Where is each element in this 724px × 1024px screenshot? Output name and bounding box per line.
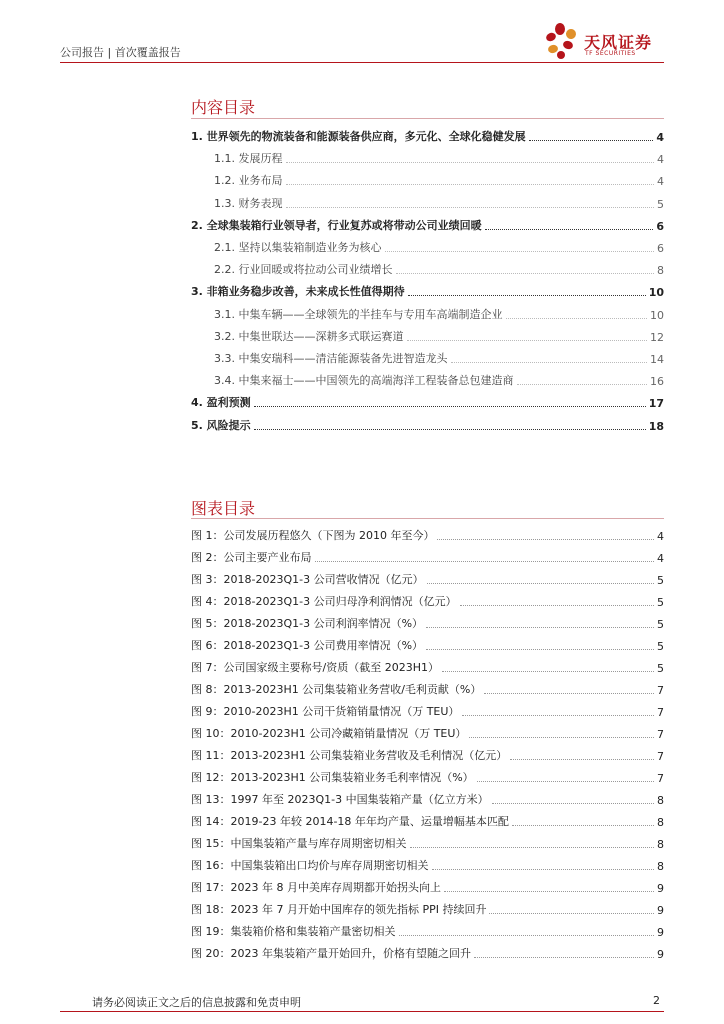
entry-page-number: 16 — [650, 375, 664, 389]
figures-title: 图表目录 — [191, 499, 256, 518]
leader-dots — [396, 273, 655, 274]
entry-label: 图 4：2018-2023Q1-3 公司归母净利润情况（亿元） — [191, 595, 457, 608]
leader-dots — [437, 539, 654, 540]
entry-page-number: 6 — [657, 242, 664, 255]
company-logo — [544, 22, 664, 60]
toc-entry[interactable] — [191, 344, 664, 366]
entry-label: 2.2. 行业回暖或将拉动公司业绩增长 — [214, 263, 393, 277]
entry-page-number: 5 — [657, 618, 664, 631]
entry-label: 图 1：公司发展历程悠久（下图为 2010 年至今） — [191, 529, 435, 542]
figures-title-rule — [191, 518, 664, 519]
leader-dots — [462, 715, 654, 716]
entry-page-number: 7 — [657, 728, 664, 741]
leader-dots — [444, 891, 654, 892]
leader-dots — [529, 140, 654, 141]
leader-dots — [254, 429, 646, 430]
leader-dots — [451, 362, 648, 363]
leader-dots — [410, 847, 655, 848]
entry-label: 图 3：2018-2023Q1-3 公司营收情况（亿元） — [191, 573, 424, 586]
leader-dots — [512, 825, 654, 826]
entry-page-number: 9 — [657, 926, 664, 939]
entry-page-number: 7 — [657, 750, 664, 763]
entry-label: 图 18：2023 年 7 月开始中国库存的领先指标 PPI 持续回升 — [191, 903, 487, 916]
leader-dots — [517, 384, 648, 385]
toc-entry[interactable] — [191, 388, 664, 410]
figure-entry[interactable] — [191, 829, 664, 851]
toc-entry[interactable] — [191, 300, 664, 322]
entry-page-number: 4 — [656, 131, 664, 144]
toc-entry[interactable] — [191, 144, 664, 166]
leader-dots — [460, 605, 654, 606]
entry-page-number: 18 — [648, 419, 664, 433]
entry-label: 2.1. 坚持以集装箱制造业务为核心 — [214, 241, 382, 254]
entry-page-number: 5 — [657, 197, 664, 211]
header-divider — [60, 62, 664, 63]
leader-dots — [286, 162, 655, 163]
entry-page-number: 8 — [657, 838, 664, 851]
entry-label: 图 11：2013-2023H1 公司集装箱业务营收及毛利情况（亿元） — [191, 749, 508, 762]
logo-name: 天风证券 — [584, 33, 653, 52]
leader-dots — [510, 759, 654, 760]
entry-label: 3.2. 中集世联达——深耕多式联运赛道 — [214, 329, 404, 343]
toc-entry[interactable] — [191, 166, 664, 188]
entry-label: 图 8：2013-2023H1 公司集装箱业务营收/毛利贡献（%） — [191, 683, 482, 696]
toc-entry[interactable] — [191, 233, 664, 255]
figure-entry[interactable] — [191, 565, 664, 587]
entry-page-number: 9 — [657, 882, 664, 895]
leader-dots — [442, 671, 654, 672]
entry-label: 3.1. 中集车辆——全球领先的半挂车与专用车高端制造企业 — [214, 307, 503, 321]
leader-dots — [315, 561, 655, 562]
entry-page-number: 17 — [648, 397, 664, 411]
page-number: 2 — [653, 994, 660, 1007]
leader-dots — [426, 627, 654, 628]
entry-page-number: 4 — [657, 552, 664, 565]
entry-label: 3.3. 中集安瑞科——清洁能源装备先进智造龙头 — [214, 352, 448, 365]
entry-label: 图 12：2013-2023H1 公司集装箱业务毛利率情况（%） — [191, 771, 474, 784]
toc-entry[interactable] — [191, 411, 664, 433]
entry-label: 3. 非箱业务稳步改善，未来成长性值得期待 — [191, 285, 405, 299]
entry-label: 图 2：公司主要产业布局 — [191, 551, 312, 564]
figure-entry[interactable] — [191, 939, 664, 961]
figure-entry[interactable] — [191, 741, 664, 763]
logo-english-name: TF SECURITIES — [585, 50, 636, 57]
entry-label: 1. 世界领先的物流装备和能源装备供应商，多元化、全球化稳健发展 — [191, 130, 526, 143]
entry-label: 图 7：公司国家级主要称号/资质（截至 2023H1） — [191, 661, 439, 674]
figure-entry[interactable] — [191, 697, 664, 719]
entry-label: 图 5：2018-2023Q1-3 公司利润率情况（%） — [191, 617, 424, 630]
entry-page-number: 10 — [648, 286, 664, 300]
flower-petals-logo-icon — [544, 22, 580, 60]
toc-entry[interactable] — [191, 189, 664, 211]
entry-page-number: 8 — [657, 264, 664, 278]
toc-title-rule — [191, 118, 664, 119]
figure-entry[interactable] — [191, 917, 664, 939]
leader-dots — [286, 207, 655, 208]
leader-dots — [474, 957, 654, 958]
figure-entry[interactable] — [191, 631, 664, 653]
entry-page-number: 6 — [656, 219, 664, 233]
report-type-label: 公司报告 | 首次覆盖报告 — [60, 46, 181, 59]
entry-label: 1.1. 发展历程 — [214, 152, 283, 166]
leader-dots — [484, 693, 654, 694]
figure-entry[interactable] — [191, 521, 664, 543]
entry-page-number: 12 — [650, 330, 664, 344]
entry-page-number: 4 — [657, 175, 664, 189]
entry-label: 图 14：2019-23 年较 2014-18 年年均产量、运量增幅基本匹配 — [191, 815, 509, 828]
footer-divider — [60, 1011, 664, 1012]
leader-dots — [427, 583, 654, 584]
figure-entry[interactable] — [191, 587, 664, 609]
entry-page-number: 9 — [657, 948, 664, 961]
entry-page-number: 5 — [657, 662, 664, 675]
entry-label: 1.3. 财务表现 — [214, 196, 283, 210]
figure-entry[interactable] — [191, 873, 664, 895]
entry-page-number: 4 — [657, 530, 664, 543]
entry-label: 图 15：中国集装箱产量与库存周期密切相关 — [191, 837, 407, 850]
figure-entry[interactable] — [191, 851, 664, 873]
leader-dots — [485, 229, 654, 230]
entry-label: 图 17：2023 年 8 月中美库存周期都开始拐头向上 — [191, 881, 441, 894]
entry-label: 图 19：集装箱价格和集装箱产量密切相关 — [191, 925, 396, 938]
entry-label: 4. 盈利预测 — [191, 396, 251, 410]
entry-label: 图 16：中国集装箱出口均价与库存周期密切相关 — [191, 859, 429, 872]
entry-label: 2. 全球集装箱行业领导者，行业复苏或将带动公司业绩回暖 — [191, 218, 482, 232]
leader-dots — [385, 251, 655, 252]
entry-page-number: 5 — [657, 574, 664, 587]
entry-label: 图 13：1997 年至 2023Q1-3 中国集装箱产量（亿立方米） — [191, 793, 489, 806]
leader-dots — [407, 340, 648, 341]
figure-entry[interactable] — [191, 785, 664, 807]
entry-page-number: 8 — [657, 860, 664, 873]
page-header — [60, 0, 664, 66]
toc-entry[interactable] — [191, 366, 664, 388]
entry-label: 5. 风险提示 — [191, 418, 251, 432]
toc-entry[interactable] — [191, 277, 664, 299]
entry-page-number: 10 — [650, 308, 664, 322]
leader-dots — [506, 318, 648, 319]
toc-title: 内容目录 — [191, 98, 256, 117]
entry-label: 1.2. 业务布局 — [214, 174, 283, 188]
leader-dots — [408, 295, 646, 296]
leader-dots — [399, 935, 655, 936]
figure-entry[interactable] — [191, 807, 664, 829]
entry-page-number: 5 — [657, 640, 664, 653]
entry-page-number: 5 — [657, 596, 664, 609]
leader-dots — [477, 781, 654, 782]
entry-page-number: 4 — [657, 153, 664, 167]
entry-page-number: 14 — [650, 353, 664, 366]
entry-label: 图 20：2023 年集装箱产量开始回升，价格有望随之回升 — [191, 947, 471, 960]
entry-page-number: 7 — [657, 706, 664, 719]
toc-entry[interactable] — [191, 322, 664, 344]
figure-entry[interactable] — [191, 763, 664, 785]
leader-dots — [432, 869, 655, 870]
entry-label: 图 10：2010-2023H1 公司冷藏箱销量情况（万 TEU） — [191, 727, 467, 740]
figure-entry[interactable] — [191, 543, 664, 565]
entry-page-number: 9 — [657, 904, 664, 917]
leader-dots — [469, 737, 654, 738]
entry-label: 图 9：2010-2023H1 公司干货箱销量情况（万 TEU） — [191, 705, 460, 718]
footer-disclaimer: 请务必阅读正文之后的信息披露和免责申明 — [92, 996, 301, 1009]
figure-entry[interactable] — [191, 653, 664, 675]
toc-entry[interactable] — [191, 255, 664, 277]
entry-label: 3.4. 中集来福士——中国领先的高端海洋工程装备总包建造商 — [214, 374, 514, 388]
entry-page-number: 8 — [657, 816, 664, 829]
figure-entry[interactable] — [191, 719, 664, 741]
entry-page-number: 7 — [657, 772, 664, 785]
toc-entry[interactable] — [191, 122, 664, 144]
leader-dots — [426, 649, 654, 650]
entry-page-number: 8 — [657, 794, 664, 807]
leader-dots — [492, 803, 654, 804]
figure-entry[interactable] — [191, 675, 664, 697]
leader-dots — [489, 913, 654, 914]
entry-page-number: 7 — [657, 684, 664, 697]
entry-label: 图 6：2018-2023Q1-3 公司费用率情况（%） — [191, 639, 424, 652]
leader-dots — [254, 406, 646, 407]
figure-entry[interactable] — [191, 609, 664, 631]
leader-dots — [286, 184, 655, 185]
toc-entry[interactable] — [191, 211, 664, 233]
figure-entry[interactable] — [191, 895, 664, 917]
